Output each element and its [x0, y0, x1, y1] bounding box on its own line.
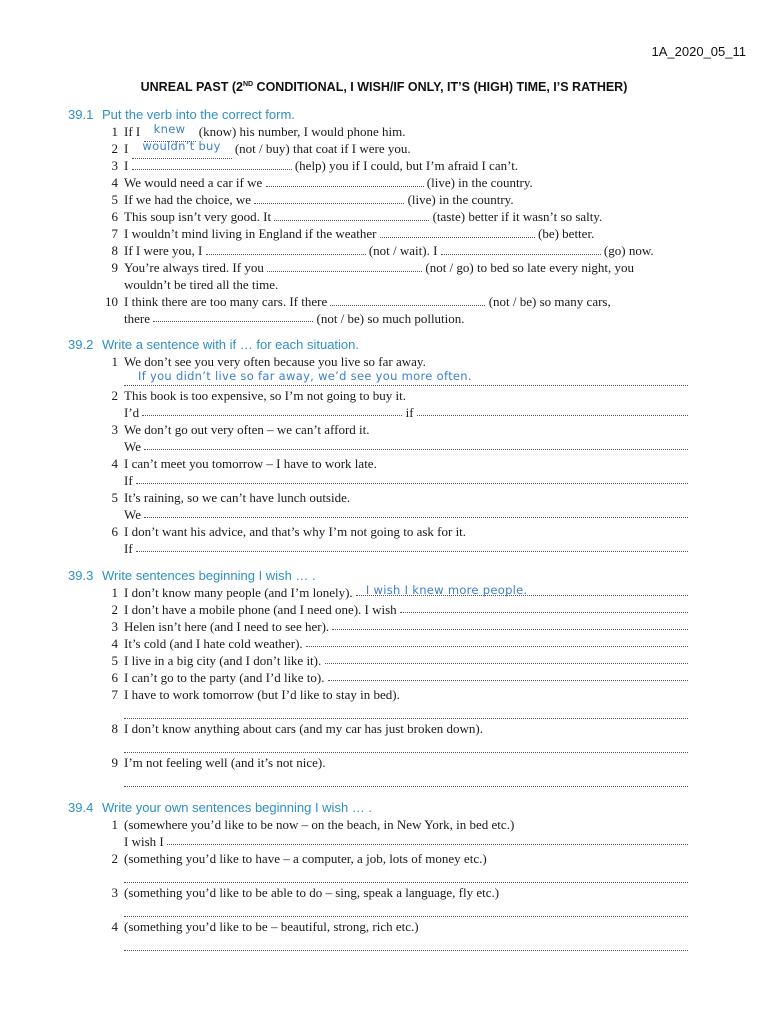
question-row: 8 I don’t know anything about cars (and my car has just broken down).	[111, 721, 483, 736]
question-row: 1 (somewhere you’d like to be now – on the beach, in New York, in bed etc.)	[111, 817, 515, 832]
exercise-instruction: Write your own sentences beginning I wish … .	[102, 799, 373, 815]
handwritten-answer: wouldn’t buy	[142, 139, 221, 153]
handwritten-answer: I wish I knew more people.	[365, 583, 528, 597]
exercise-39-3	[68, 566, 688, 788]
answer-blank[interactable]	[132, 158, 292, 170]
exercise-number: 39.1	[68, 106, 94, 122]
answer-blank[interactable]	[144, 506, 688, 518]
answer-line[interactable]: I’d if	[68, 404, 688, 421]
answer-blank[interactable]	[267, 260, 422, 272]
question-row: 9 I’m not feeling well (and it’s not nice).	[111, 755, 326, 770]
answer-blank[interactable]	[356, 584, 688, 596]
answer-line[interactable]: If	[68, 472, 688, 489]
answer-blank[interactable]	[254, 192, 404, 204]
question-row: 5 I live in a big city (and I don’t like it).	[68, 652, 688, 669]
answer-line[interactable]	[68, 703, 688, 720]
exercise-39-1	[68, 105, 688, 327]
question-row: 3 Helen isn’t here (and I need to see her).	[68, 618, 688, 635]
answer-blank[interactable]	[325, 652, 689, 664]
answer-line[interactable]: We	[68, 506, 688, 523]
document-code: 1A_2020_05_11	[651, 44, 746, 59]
answer-line[interactable]	[68, 901, 688, 918]
question-row: 10 I think there are too many cars. If there (not / be) so many cars,	[105, 294, 611, 309]
exercise-number: 39.2	[68, 336, 94, 352]
question-row: 7 I have to work tomorrow (but I’d like to stay in bed).	[111, 687, 400, 702]
question-row: 1 I don’t know many people (and I’m lonely). I wish I knew more people.	[68, 584, 688, 601]
answer-blank[interactable]	[332, 618, 688, 630]
answer-blank[interactable]	[206, 243, 366, 255]
answer-blank[interactable]	[380, 226, 535, 238]
question-row: 2 I wouldn’t buy (not / buy) that coat if I were you.	[68, 140, 688, 157]
question-row: 4 (something you’d like to be – beautiful, strong, rich etc.)	[111, 919, 419, 934]
exercise-39-4	[68, 798, 688, 952]
answer-blank[interactable]	[167, 833, 688, 845]
answer-blank[interactable]	[136, 540, 688, 552]
exercise-39-2	[68, 335, 688, 557]
question-row: 3 I (help) you if I could, but I’m afraid I can’t.	[111, 158, 519, 173]
answer-line[interactable]: I wish I	[68, 833, 688, 850]
exercise-instruction: Write sentences beginning I wish … .	[102, 567, 316, 583]
question-row: 2 (something you’d like to have – a computer, a job, lots of money etc.)	[111, 851, 487, 866]
question-row: 3 We don’t go out very often – we can’t afford it.	[111, 422, 370, 437]
exercise-number: 39.3	[68, 567, 94, 583]
question-row: 3 (something you’d like to be able to do – sing, speak a language, fly etc.)	[111, 885, 500, 900]
answer-line[interactable]	[68, 935, 688, 952]
answer-blank[interactable]	[400, 601, 688, 613]
answer-blank[interactable]	[142, 404, 402, 416]
answer-blank[interactable]	[417, 404, 688, 416]
question-row: 7 I wouldn’t mind living in England if the weather (be) better.	[111, 226, 595, 241]
handwritten-answer: knew	[153, 122, 186, 136]
answer-blank[interactable]	[153, 310, 313, 322]
question-row: 4 I can’t meet you tomorrow – I have to work late.	[111, 456, 377, 471]
answer-blank[interactable]	[274, 209, 429, 221]
page-title: UNREAL PAST (2ND CONDITIONAL, I WISH/IF ONLY, IT’S (HIGH) TIME, I’S RATHER)	[140, 80, 628, 94]
question-row: 8 If I were you, I (not / wait). I (go) now.	[111, 243, 654, 258]
answer-line[interactable]	[68, 370, 688, 387]
answer-blank[interactable]	[136, 472, 688, 484]
answer-blank[interactable]	[330, 294, 485, 306]
answer-blank[interactable]	[306, 635, 688, 647]
question-row: 4 We would need a car if we (live) in the country.	[111, 175, 533, 190]
answer-line[interactable]: We	[68, 438, 688, 455]
question-row: 5 If we had the choice, we (live) in the country.	[111, 192, 514, 207]
answer-line[interactable]	[68, 737, 688, 754]
question-row: 6 I don’t want his advice, and that’s why I’m not going to ask for it.	[111, 524, 467, 539]
answer-line[interactable]: If	[68, 540, 688, 557]
question-continuation: there (not / be) so much pollution.	[124, 311, 465, 326]
question-row: 1 We don’t see you very often because you live so far away.	[111, 354, 426, 369]
question-row: 6 I can’t go to the party (and I’d like to).	[68, 669, 688, 686]
answer-blank[interactable]	[441, 243, 601, 255]
handwritten-answer: If you didn’t live so far away, we’d see you more often.	[138, 369, 472, 383]
question-row: 4 It’s cold (and I hate cold weather).	[68, 635, 688, 652]
answer-line[interactable]	[68, 771, 688, 788]
question-row: 5 It’s raining, so we can’t have lunch outside.	[111, 490, 351, 505]
answer-line[interactable]	[68, 867, 688, 884]
question-row: 2 I don’t have a mobile phone (and I need one). I wish	[68, 601, 688, 618]
question-row: 2 This book is too expensive, so I’m not going to buy it.	[111, 388, 407, 403]
answer-blank[interactable]	[266, 175, 424, 187]
exercise-instruction: Put the verb into the correct form.	[102, 106, 295, 122]
exercise-instruction: Write a sentence with if … for each situation.	[102, 336, 359, 352]
question-row: 9 You’re always tired. If you (not / go) to bed so late every night, you	[111, 260, 635, 275]
question-row: 6 This soup isn’t very good. It (taste) better if it wasn’t so salty.	[111, 209, 603, 224]
question-continuation: wouldn’t be tired all the time.	[124, 277, 279, 292]
question-row: 1 If I knew (know) his number, I would phone him.	[68, 123, 688, 140]
answer-blank[interactable]	[328, 669, 688, 681]
answer-blank[interactable]	[144, 438, 688, 450]
exercise-number: 39.4	[68, 799, 94, 815]
